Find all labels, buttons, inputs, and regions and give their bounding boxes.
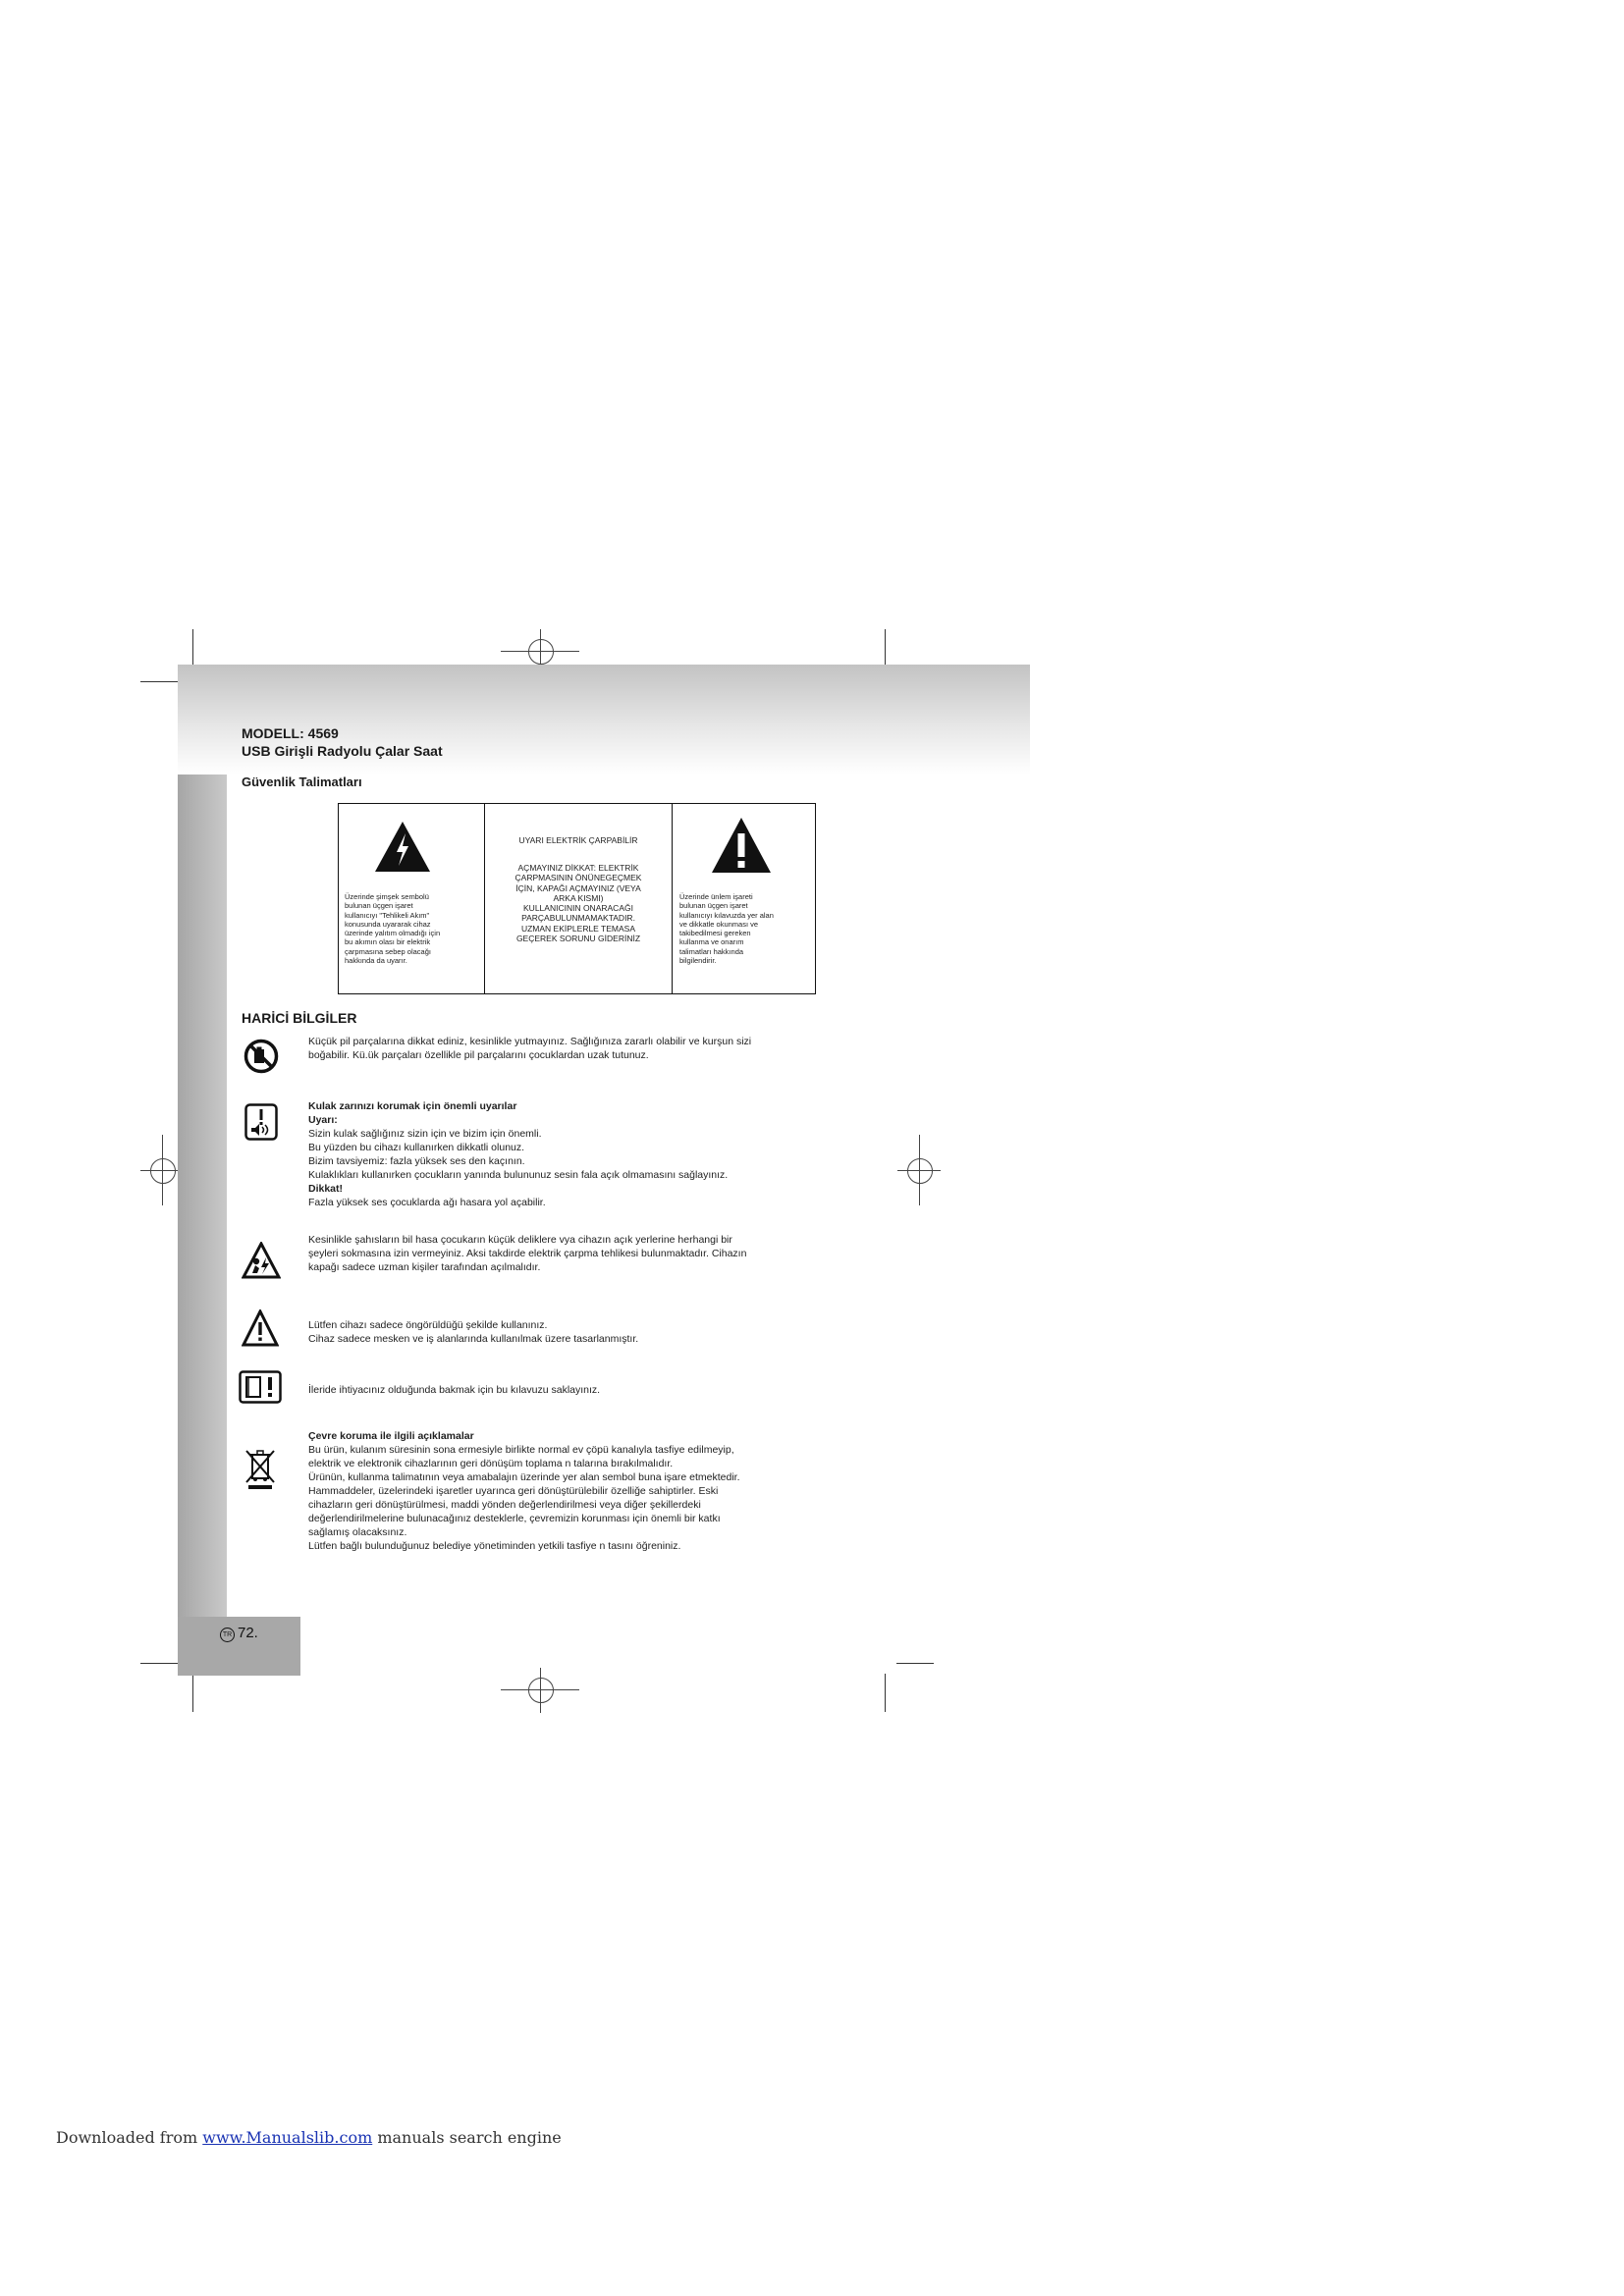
weee-crossed-bin-icon [244,1447,277,1490]
lightning-triangle-icon [373,820,432,874]
ear-warning-label: Uyarı: [308,1114,338,1126]
warning-cell-middle: UYARI ELEKTRİK ÇARPABİLİR AÇMAYINIZ DİKKAT: ELEKTRİK ÇARPMASININ ÖNÜNEGEÇMEK İÇİN, KAPAĞI AÇMAYINIZ (VEYA ARKA KISMI) KULLANICININ ONARACAĞI PARÇABULUNMAMAKTADIR. UZMAN EKİPLERLE TEMASA GEÇEREK SORUNU GİDERİNİZ [484,804,672,993]
page-header [242,724,443,760]
language-badge: TR [220,1628,235,1642]
usage-text: Lütfen cihazı sadece öngörüldüğü şekilde kullanınız. Cihaz sadece mesken ve iş alanlarında kullanılmak üzere tasarlanmıştır. [308,1319,639,1345]
haric-title: HARİCİ BİLGİLER [242,1010,357,1026]
keep-manual-icon [239,1370,282,1404]
child-electric-warning-icon [242,1242,281,1279]
warning-cell-right: Üzerinde ünlem işareti bulunan üçgen işaret kullanıcıyı kılavuzda yer alan ve dikkatle okunması ve takibedilmesi gereken kullanma ve onarım talimatları hakkında bilgilendirir. [672,804,814,993]
no-swallow-battery-icon [244,1039,279,1074]
manual-text: İleride ihtiyacınız olduğunda bakmak için bu kılavuzu saklayınız. [308,1384,601,1396]
environment-text: Çevre koruma ile ilgili açıklamalar Bu ürün, kulanım süresinin sona ermesiyle birlikte normal ev çöpü kanalıyla tasfiye edilmeyip, elektrik ve elektronik cihazlarının geri dönüşüm toplama n talarına bırakılmalıdır. Ürünün, kullanma talimatının veya amabalajın üzerinde yer alan sembol buna işare etmektedir. Hammaddeler, üzelerindeki işaretler uyarınca geri dönüştürülebilir özelliğe sahiptirler. Eski cihazların geri dönüştürülmesi, maddi yönden değerlendirilmesi veya diğer şekillerdeki değerlendirilmelerine bulunacağınız desteklerle, çevremizin korunması için önemli bir katkı sağlamış olacaksınız. Lütfen bağlı bulunduğunuz belediye yönetiminden yetkili tasfiye n tasını öğreniniz. [308,1429,888,1553]
warning-table [338,803,816,994]
ear-caution-label: Dikkat! [308,1183,344,1195]
hearing-warning-icon [244,1103,278,1141]
caution-triangle-icon [242,1309,279,1347]
environment-title: Çevre koruma ile ilgili açıklamalar [308,1430,474,1442]
exclamation-triangle-icon [710,816,773,875]
children-warning-text: Kesinlikle şahısların bil hasa çocukarın küçük deliklere vya cihazın açık yerlerine herhangi bir şeyleri sokmasına izin vermeyiniz. Aksi takdirde elektrik çarpma tehlikesi bulunmaktadır. Cihazın kapağı sadece uzman kişiler tarafından açılmalıdır. [308,1234,747,1273]
page-number: 72. [238,1625,258,1641]
product-title: USB Girişli Radyolu Çalar Saat [242,743,443,759]
warning-cell-left: Üzerinde şimşek sembolü bulunan üçgen işaret kullanıcıyı "Tehlikeli Akım" konusunda uyararak cihaz üzerinde yalıtım olmadığı için bu akımın olası bir elektrik çarpmasına sebep olacağı hakkında da uyarır. [339,804,484,993]
warning-middle-title: UYARI ELEKTRİK ÇARPABİLİR [518,835,638,845]
ear-warning-title: Kulak zarınızı korumak için önemli uyarılar [308,1100,517,1112]
download-credit: Downloaded from www.Manualslib.com manuals search engine [56,2128,562,2147]
side-band [178,774,227,1617]
ear-warning-text: Kulak zarınızı korumak için önemli uyarılar Uyarı: Sizin kulak sağlığınız sizin için ve bizim için önemli. Bu yüzden bu cihazı kullanırken dikkatli olunuz. Bizim tavsiyemiz: fazla yüksek ses den kaçının. Kulaklıkları kullanırken çocukların yanında bulununuz sesin fala açık olmamasını sağlayınız. Dikkat! Fazla yüksek ses çocuklarda ağı hasara yol açabilir. [308,1099,888,1209]
model-title: MODELL: 4569 [242,725,339,741]
section-title: Güvenlik Talimatları [242,774,362,789]
battery-text: Küçük pil parçalarına dikkat ediniz, kesinlikle yutmayınız. Sağlığınıza zararlı olabilir ve kurşun sizi boğabilir. Kü.ük parçaları özellikle pil parçalarını çocuklardan uzak tutunuz. [308,1036,752,1061]
manualslib-link[interactable]: www.Manualslib.com [202,2128,373,2147]
